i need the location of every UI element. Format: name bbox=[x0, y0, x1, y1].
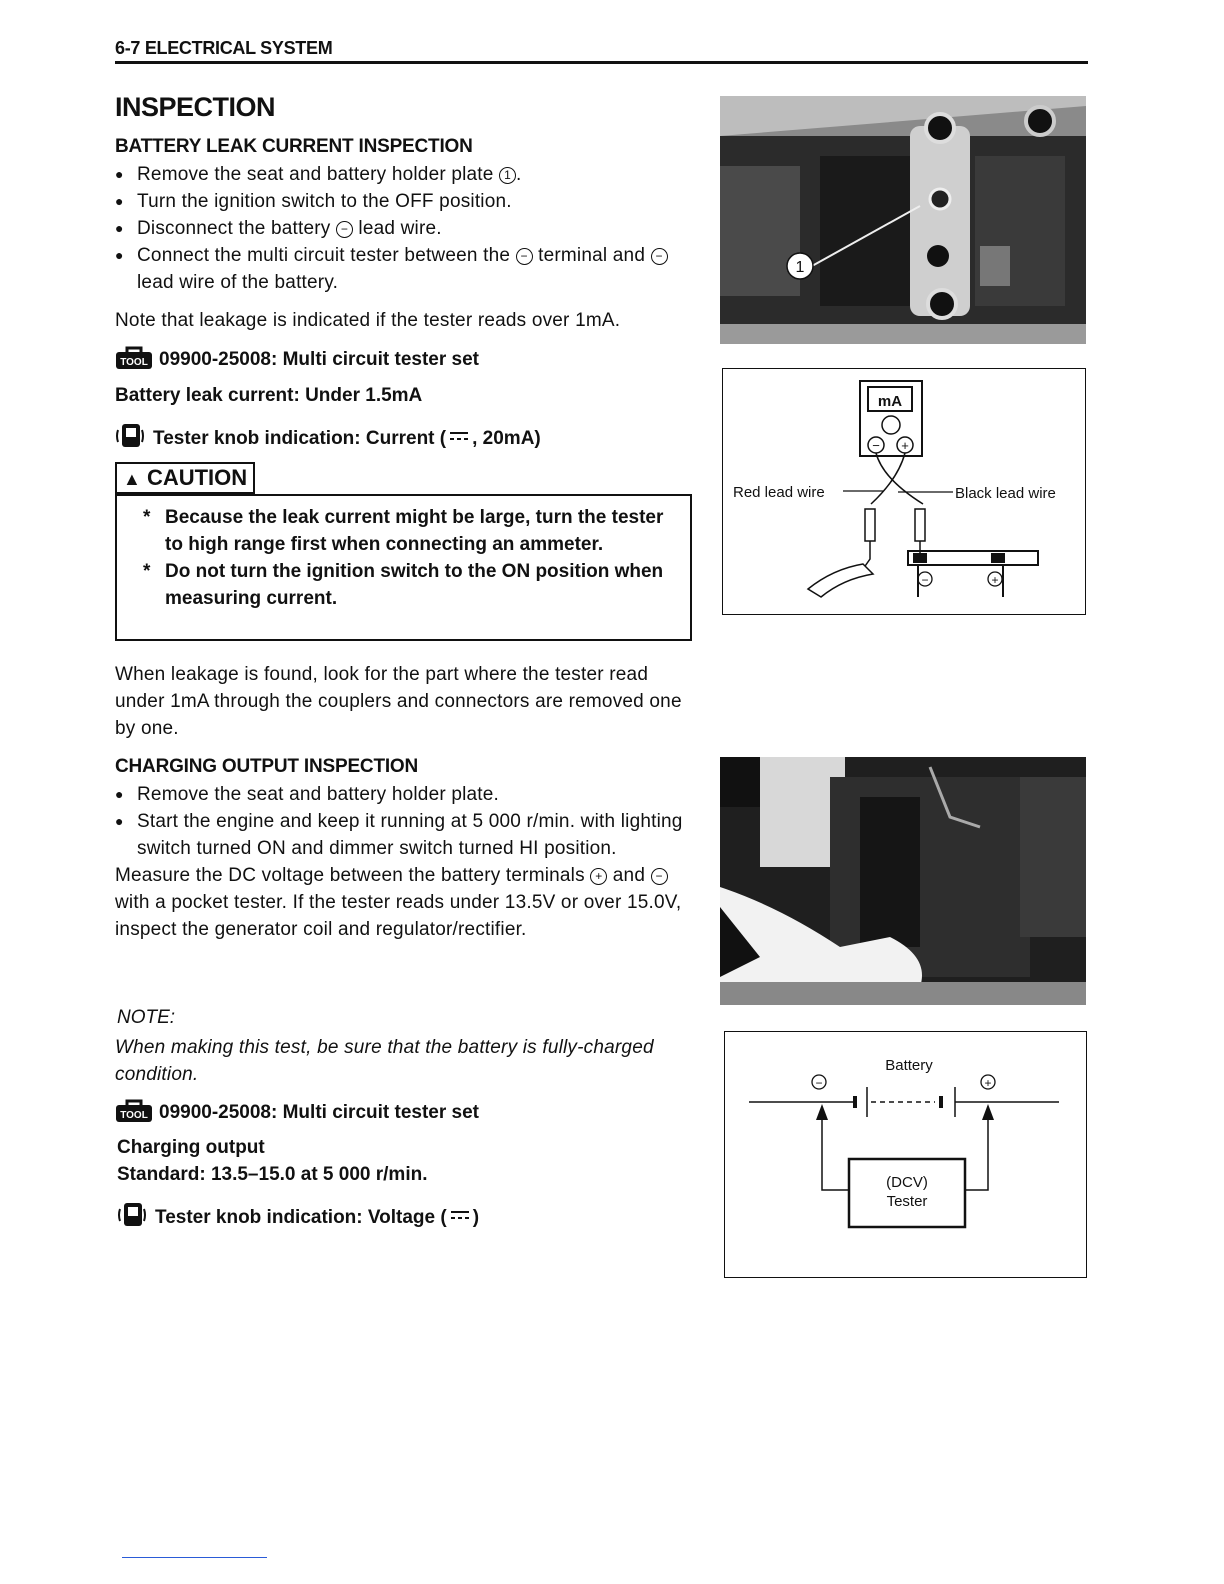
tester-connection-svg bbox=[723, 369, 1084, 613]
charging-measure bbox=[115, 862, 705, 943]
step-remove-seat: ● Remove the seat and battery holder plate 1 . bbox=[115, 161, 705, 188]
tester-knob-icon bbox=[115, 422, 145, 450]
step-connect-b: terminal and bbox=[538, 245, 646, 266]
tool-line-1 bbox=[115, 344, 479, 371]
figure-dcv-circuit bbox=[724, 1031, 1087, 1278]
battery-minus-symbol: − bbox=[921, 573, 929, 587]
measure-c: with a pocket tester. If the tester reads under 13.5V or over 15.0V, inspect the generator coil and regulator/rectifier. bbox=[115, 892, 682, 940]
caution-item: * Because the leak current might be large, turn the tester to high range first when connecting an ammeter. bbox=[139, 504, 679, 558]
tester-knob-icon bbox=[117, 1201, 147, 1229]
caution-label bbox=[115, 462, 255, 494]
knob-line-1 bbox=[115, 422, 541, 450]
plus-symbol: + bbox=[590, 868, 607, 885]
photo-charging-svg bbox=[720, 757, 1086, 1005]
leak-note: Note that leakage is indicated if the tester reads over 1mA. bbox=[115, 310, 621, 331]
figure-tester-connection bbox=[722, 368, 1086, 615]
tool-name-2: 09900-25008: Multi circuit tester set bbox=[159, 1102, 479, 1123]
red-lead-label: Red lead wire bbox=[733, 484, 825, 501]
tool-line-2 bbox=[115, 1097, 479, 1124]
caution-label-text: CAUTION bbox=[146, 465, 248, 490]
tool-icon-label: TOOL bbox=[120, 1110, 148, 1121]
section-title: INSPECTION bbox=[115, 92, 276, 122]
tester-mode-label: (DCV) bbox=[886, 1174, 928, 1191]
black-lead-label: Black lead wire bbox=[955, 485, 1056, 502]
caution-item: * Do not turn the ignition switch to the ON position when measuring current. bbox=[139, 558, 679, 612]
page-header: 6-7 ELECTRICAL SYSTEM bbox=[115, 38, 333, 58]
step-ignition-off: ● Turn the ignition switch to the OFF position. bbox=[115, 188, 705, 215]
measure-a: Measure the DC voltage between the battery terminals bbox=[115, 865, 585, 886]
step-disconnect bbox=[115, 215, 705, 242]
photo-charging-test bbox=[720, 757, 1086, 1005]
charging-output-label: Charging output bbox=[117, 1137, 265, 1158]
minus-symbol: − bbox=[651, 248, 668, 265]
step-connect-c: lead wire of the battery. bbox=[137, 272, 339, 293]
step-disconnect-pre: Disconnect the battery bbox=[137, 218, 331, 239]
charging-standard: Standard: 13.5–15.0 at 5 000 r/min. bbox=[117, 1164, 428, 1185]
knob-text-post: , 20mA) bbox=[472, 428, 541, 449]
photo-battery-holder-svg bbox=[720, 96, 1086, 344]
minus-symbol: − bbox=[516, 248, 533, 265]
knob-text-pre-2: Tester knob indication: Voltage ( bbox=[155, 1207, 447, 1228]
tester-label: Tester bbox=[886, 1193, 928, 1210]
caution-box bbox=[115, 494, 692, 641]
step-connect-tester bbox=[115, 242, 705, 296]
note-label: NOTE: bbox=[117, 1007, 176, 1028]
dc-symbol-icon bbox=[451, 1209, 469, 1221]
step-connect-a: Connect the multi circuit tester between the bbox=[137, 245, 511, 266]
photo-ref-marker: 1 bbox=[795, 259, 805, 276]
tool-icon bbox=[115, 1097, 153, 1123]
battery-leak-heading: BATTERY LEAK CURRENT INSPECTION bbox=[115, 136, 473, 157]
knob-text-post-2: ) bbox=[472, 1207, 480, 1228]
meter-unit-label: mA bbox=[877, 393, 903, 410]
step-remove-seat-text: Remove the seat and battery holder plate bbox=[137, 164, 494, 185]
circuit-plus-symbol: + bbox=[984, 1076, 992, 1090]
tool-icon bbox=[115, 344, 153, 370]
battery-plus-symbol: + bbox=[991, 573, 999, 587]
footer-rule bbox=[122, 1557, 267, 1558]
measure-b: and bbox=[612, 865, 646, 886]
charging-step-remove: ● Remove the seat and battery holder plate. bbox=[115, 781, 705, 808]
ref-marker: 1 bbox=[499, 167, 516, 184]
step-disconnect-post: lead wire. bbox=[358, 218, 442, 239]
header-rule bbox=[115, 61, 1088, 64]
tool-icon-label: TOOL bbox=[120, 357, 148, 368]
leakage-found-text: When leakage is found, look for the part where the tester read under 1mA through the couplers and connectors are removed one by one. bbox=[115, 664, 682, 739]
meter-plus-symbol: + bbox=[901, 438, 909, 453]
battery-leak-steps bbox=[115, 161, 705, 296]
circuit-minus-symbol: − bbox=[815, 1076, 823, 1090]
dcv-circuit-svg bbox=[725, 1032, 1085, 1276]
knob-text-pre: Tester knob indication: Current ( bbox=[153, 428, 447, 449]
photo-battery-holder bbox=[720, 96, 1086, 344]
charging-step-start: ● Start the engine and keep it running at 5 000 r/min. with lighting switch turned ON and dimmer switch turned HI position. bbox=[115, 808, 705, 862]
warning-triangle-icon: ▲ bbox=[123, 469, 141, 489]
minus-symbol: − bbox=[336, 221, 353, 238]
leak-spec: Battery leak current: Under 1.5mA bbox=[115, 385, 423, 406]
meter-minus-symbol: − bbox=[872, 438, 880, 453]
dc-symbol-icon bbox=[450, 430, 468, 442]
battery-label: Battery bbox=[885, 1057, 933, 1074]
charging-heading: CHARGING OUTPUT INSPECTION bbox=[115, 756, 419, 777]
charging-steps bbox=[115, 781, 705, 943]
tool-name: 09900-25008: Multi circuit tester set bbox=[159, 349, 479, 370]
note-text: When making this test, be sure that the battery is fully-charged condition. bbox=[115, 1037, 654, 1085]
knob-line-2 bbox=[117, 1201, 479, 1229]
minus-symbol: − bbox=[651, 868, 668, 885]
